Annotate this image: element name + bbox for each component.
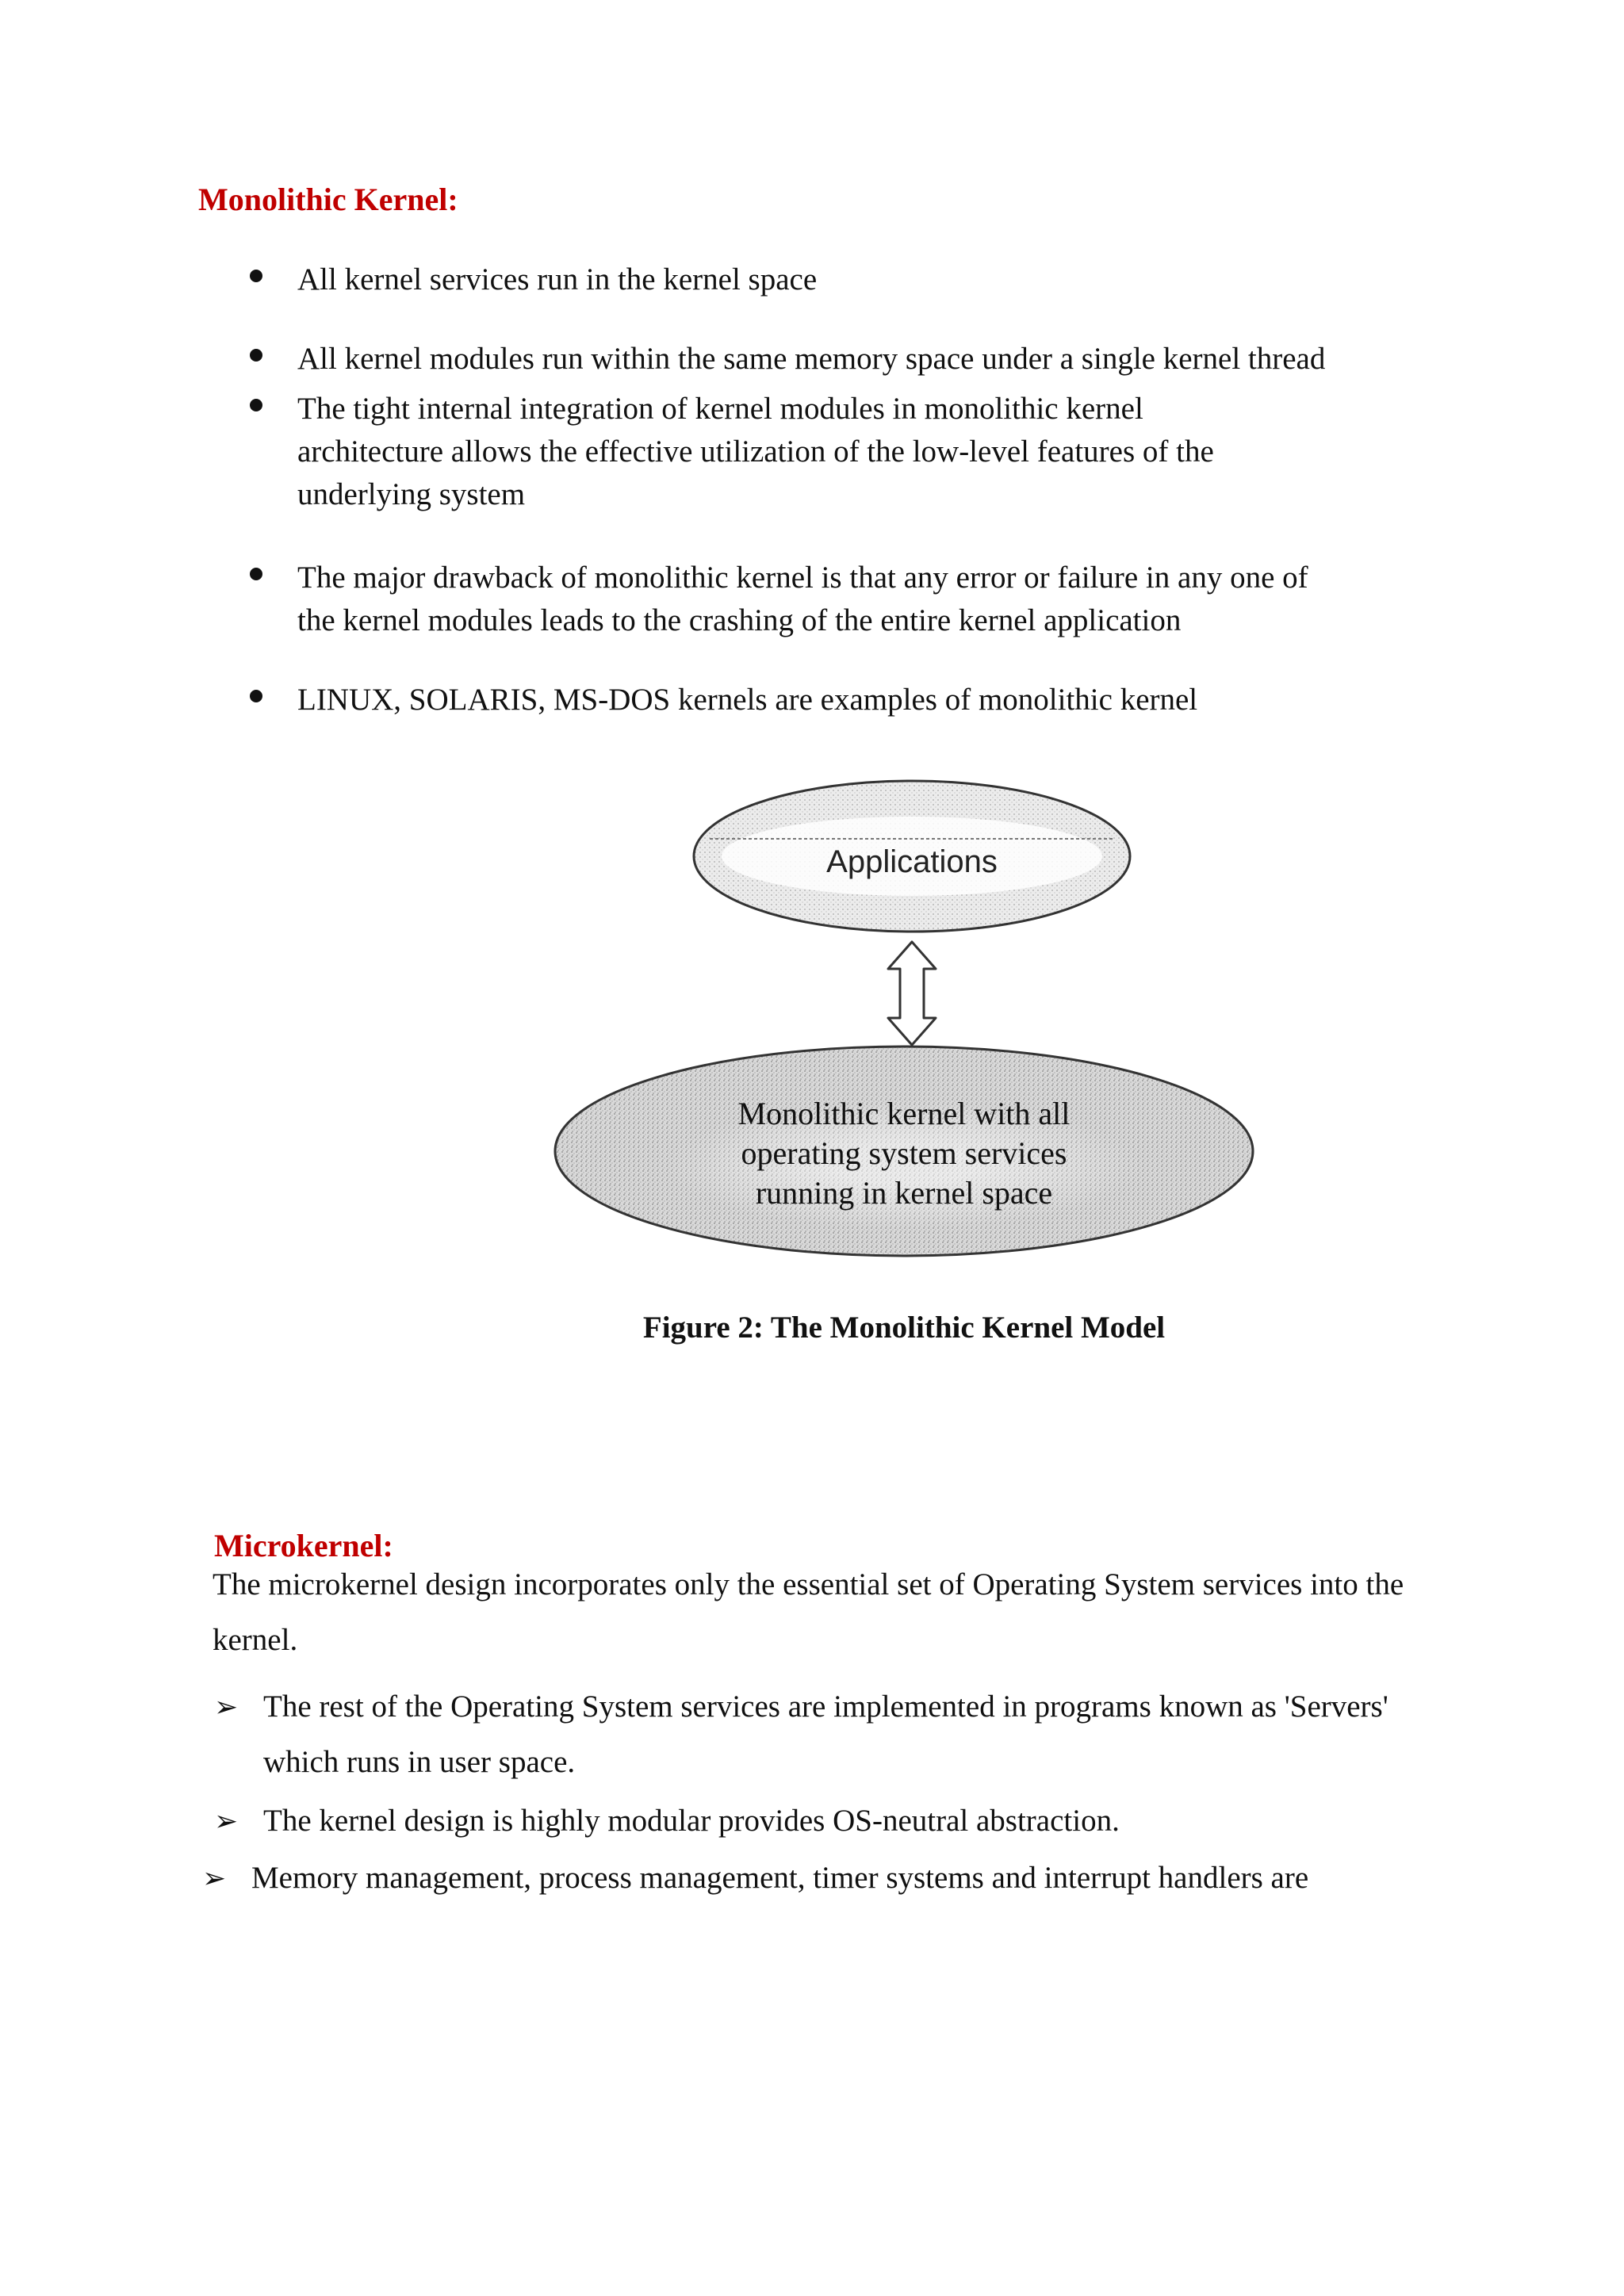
- list-item-text: The kernel design is highly modular provides OS-neutral abstraction.: [263, 1804, 1120, 1838]
- list-item: [297, 557, 1344, 642]
- list-item: [297, 258, 1447, 301]
- bullet-icon: [250, 568, 262, 580]
- diagram-svg: [523, 761, 1285, 1269]
- list-item-text: LINUX, SOLARIS, MS-DOS kernels are examples of monolithic kernel: [297, 683, 1198, 717]
- bullet-icon: [250, 399, 262, 411]
- list-item: [297, 338, 1447, 381]
- list-item: [297, 388, 1297, 516]
- bullet-icon: [250, 690, 262, 702]
- list-item-text: The major drawback of monolithic kernel is that any error or failure in any one of the kernel modules leads to the crashing of the entire kernel application: [297, 561, 1308, 637]
- list-item-text: Memory management, process management, timer systems and interrupt handlers are: [251, 1861, 1309, 1895]
- list-item: [297, 679, 1447, 721]
- double-arrow-icon: [888, 942, 936, 1045]
- list-item: [202, 1850, 1457, 1906]
- kernel-label-line3: running in kernel space: [755, 1175, 1053, 1211]
- bullet-icon: [250, 270, 262, 282]
- list-item-text: All kernel services run in the kernel space: [297, 262, 818, 297]
- microkernel-intro: The microkernel design incorporates only the essential set of Operating System services into the kernel.: [213, 1567, 1404, 1657]
- microkernel-heading: Microkernel:: [214, 1528, 393, 1563]
- arrow-bullet-icon: ➢: [214, 1805, 239, 1838]
- list-item-text: The rest of the Operating System services are implemented in programs known as 'Servers' which runs in user space.: [263, 1689, 1388, 1779]
- arrow-bullet-icon: ➢: [214, 1691, 239, 1724]
- figure-caption: Figure 2: The Monolithic Kernel Model: [642, 1311, 1166, 1345]
- list-item: [214, 1679, 1389, 1790]
- list-item-text: The tight internal integration of kernel modules in monolithic kernel architecture allows the effective utilization of the low-level features of the underlying system: [297, 392, 1214, 511]
- bullet-icon: [250, 349, 262, 362]
- arrow-bullet-icon: ➢: [202, 1862, 227, 1895]
- list-item-text: All kernel modules run within the same memory space under a single kernel thread: [297, 342, 1326, 376]
- applications-label: Applications: [826, 844, 998, 879]
- monolithic-kernel-diagram: [523, 761, 1285, 1269]
- kernel-label-line2: operating system services: [741, 1135, 1067, 1171]
- monolithic-kernel-heading: Monolithic Kernel:: [198, 182, 458, 217]
- kernel-label-line1: Monolithic kernel with all: [737, 1096, 1071, 1131]
- list-item: [214, 1793, 1453, 1849]
